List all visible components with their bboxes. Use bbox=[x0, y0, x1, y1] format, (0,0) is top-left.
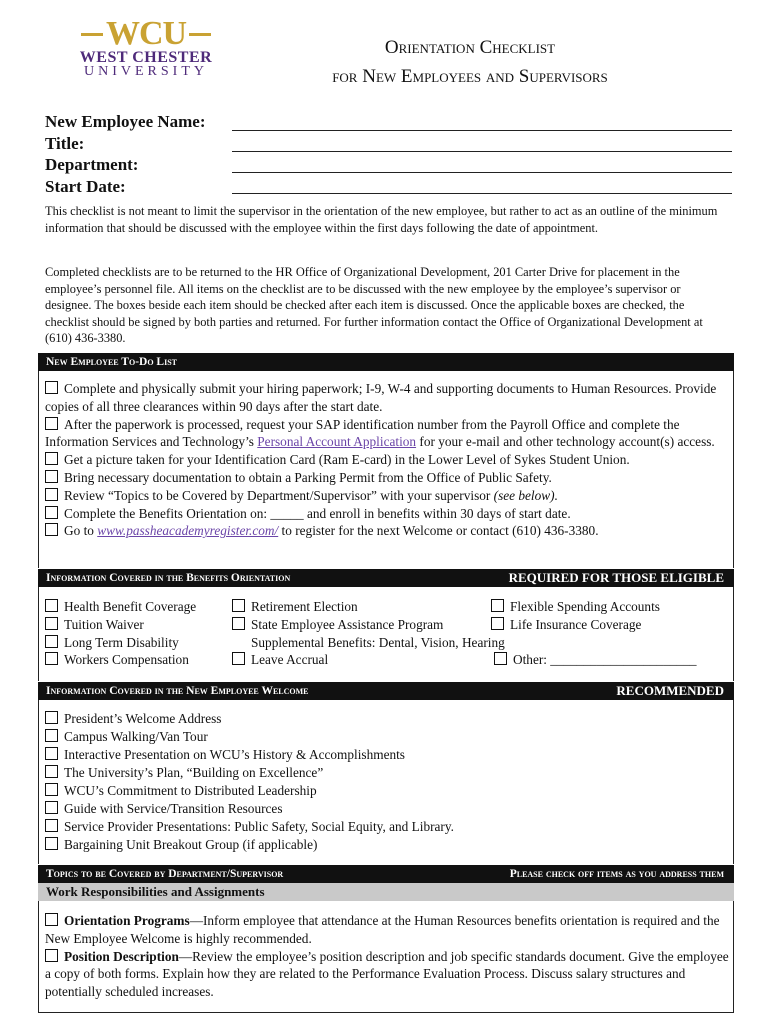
welcome-label: Campus Walking/Van Tour bbox=[64, 729, 208, 744]
welcome-label: Guide with Service/Transition Resources bbox=[64, 801, 283, 816]
field-label-start-date: Start Date: bbox=[45, 176, 126, 196]
benefit-label: Retirement Election bbox=[251, 599, 358, 614]
logo-line-2: UNIVERSITY bbox=[84, 64, 208, 79]
benefits-col-1 bbox=[45, 598, 196, 669]
welcome-label: President’s Welcome Address bbox=[64, 711, 222, 726]
checkbox[interactable] bbox=[45, 801, 58, 814]
checkbox[interactable] bbox=[45, 506, 58, 519]
checkbox[interactable] bbox=[45, 819, 58, 832]
work-responsibilities-subheader: Work Responsibilities and Assignments bbox=[38, 883, 734, 901]
benefits-header-label: Information Covered in the Benefits Orientation bbox=[46, 572, 291, 584]
topics-section-header bbox=[38, 865, 734, 883]
todo-item bbox=[45, 505, 730, 523]
welcome-item bbox=[45, 836, 454, 854]
checkbox[interactable] bbox=[45, 635, 58, 648]
benefit-label: Leave Accrual bbox=[251, 652, 329, 668]
name-input-line[interactable] bbox=[232, 130, 732, 131]
welcome-item bbox=[45, 818, 454, 836]
benefit-item bbox=[45, 598, 196, 616]
benefit-item bbox=[45, 634, 196, 652]
topics-header-label: Topics to be Covered by Department/Supervisor bbox=[46, 868, 284, 880]
checkbox[interactable] bbox=[45, 711, 58, 724]
checkbox[interactable] bbox=[45, 488, 58, 501]
benefit-item bbox=[45, 651, 196, 669]
topic-2-text: —Review the employee’s position description and job specific standards document. Give the employee a copy of both forms. Explain how they are related to the Performance Evaluation Process. Discuss salary structures and potentially scheduled increases. bbox=[45, 948, 729, 1000]
welcome-item bbox=[45, 782, 454, 800]
welcome-item bbox=[45, 764, 454, 782]
topic-item bbox=[45, 912, 730, 948]
checkbox[interactable] bbox=[45, 765, 58, 778]
welcome-header-recommended: RECOMMENDED bbox=[616, 683, 724, 698]
checkbox[interactable] bbox=[232, 599, 245, 612]
welcome-label: Bargaining Unit Breakout Group (if applicable) bbox=[64, 837, 318, 852]
checkbox[interactable] bbox=[45, 949, 58, 962]
welcome-item bbox=[45, 710, 454, 728]
todo-item bbox=[45, 416, 730, 452]
intro-paragraph-2: Completed checklists are to be returned to the HR Office of Organizational Development, 201 Carter Drive for placement in the employee’s personnel file. All items on the checklist are to be discussed with the new employee by the employee’s supervisor or designee. The boxes beside each item should be checked after each item is discussed. Once the applicable boxes are checked, the checklist should be signed by both parties and returned. For further information contact the Office of Organizational Development at (610) 436-3380. bbox=[45, 265, 703, 346]
welcome-item bbox=[45, 746, 454, 764]
checkbox[interactable] bbox=[45, 470, 58, 483]
field-label-name: New Employee Name: bbox=[45, 112, 206, 131]
benefits-other bbox=[494, 651, 697, 669]
welcome-label: Service Provider Presentations: Public Safety, Social Equity, and Library. bbox=[64, 819, 454, 834]
field-label-department: Department: bbox=[45, 155, 139, 174]
todo-list bbox=[45, 380, 730, 540]
topics-header-instruction: Please check off items as you address them bbox=[509, 868, 724, 880]
todo-item-3-text: Get a picture taken for your Identification Card (Ram E-card) in the Lower Level of Sykes Student Union. bbox=[64, 452, 630, 468]
benefit-item bbox=[494, 651, 697, 669]
wcu-logo bbox=[78, 15, 214, 79]
intro-paragraph-1: This checklist is not meant to limit the supervisor in the orientation of the new employee, but rather to act as an outline of the minimum information that should be discussed with the employee within the first days following the date of appointment. bbox=[45, 204, 718, 235]
topic-item bbox=[45, 948, 730, 1001]
employee-fields bbox=[45, 111, 206, 197]
todo-header-label: New Employee To-Do List bbox=[46, 356, 177, 368]
todo-item-7-text-end: to register for the next Welcome or contact (610) 436-3380. bbox=[278, 523, 599, 539]
welcome-item bbox=[45, 800, 454, 818]
checkbox[interactable] bbox=[45, 783, 58, 796]
logo-wcu-text: WCU bbox=[105, 15, 187, 52]
checkbox[interactable] bbox=[45, 381, 58, 394]
checkbox[interactable] bbox=[45, 837, 58, 850]
checkbox[interactable] bbox=[45, 913, 58, 926]
benefit-item bbox=[232, 598, 505, 616]
department-input-line[interactable] bbox=[232, 172, 732, 173]
welcome-header-label: Information Covered in the New Employee Welcome bbox=[46, 685, 309, 697]
welcome-section-header bbox=[38, 682, 734, 700]
checkbox[interactable] bbox=[45, 417, 58, 430]
todo-item bbox=[45, 451, 730, 469]
topic-1-title: Orientation Programs bbox=[64, 913, 190, 928]
checkbox[interactable] bbox=[45, 599, 58, 612]
checkbox[interactable] bbox=[491, 599, 504, 612]
benefits-header-required: REQUIRED FOR THOSE ELIGIBLE bbox=[508, 570, 724, 585]
benefit-item bbox=[491, 598, 660, 616]
topics-list bbox=[45, 912, 730, 1001]
welcome-label: WCU’s Commitment to Distributed Leadership bbox=[64, 783, 317, 798]
benefit-item bbox=[491, 616, 660, 634]
field-label-title: Title: bbox=[45, 133, 85, 153]
todo-item bbox=[45, 469, 730, 487]
checkbox[interactable] bbox=[45, 747, 58, 760]
checkbox[interactable] bbox=[45, 617, 58, 630]
welcome-item bbox=[45, 728, 454, 746]
topic-1-text: —Inform employee that attendance at the Human Resources benefits orientation is required and the New Employee Welcome is highly recommended. bbox=[45, 913, 720, 946]
passhe-register-link[interactable]: www.passheacademyregister.com/ bbox=[97, 523, 279, 539]
checkbox[interactable] bbox=[232, 652, 245, 665]
title-line-1: Orientation Checklist bbox=[384, 37, 556, 58]
checkbox[interactable] bbox=[494, 652, 507, 665]
checkbox[interactable] bbox=[491, 617, 504, 630]
benefit-label: Health Benefit Coverage bbox=[64, 599, 197, 614]
benefit-label: Flexible Spending Accounts bbox=[510, 599, 660, 614]
benefit-item bbox=[45, 616, 196, 634]
todo-item bbox=[45, 522, 730, 540]
benefit-label: Supplemental Benefits: Dental, Vision, Hearing bbox=[251, 634, 505, 650]
start-date-input-line[interactable] bbox=[232, 193, 732, 194]
benefit-item bbox=[232, 616, 505, 634]
logo-line-1: WEST CHESTER bbox=[79, 49, 213, 66]
welcome-label: The University’s Plan, “Building on Excellence” bbox=[64, 765, 324, 780]
title-input-line[interactable] bbox=[232, 151, 732, 152]
checkbox[interactable] bbox=[45, 652, 58, 665]
todo-item-1-text: Complete and physically submit your hiring paperwork; I-9, W-4 and supporting documents to Human Resources. Provide copies of all three clearances within 90 days after the start date. bbox=[45, 381, 717, 414]
todo-section-header bbox=[38, 353, 734, 371]
checkbox[interactable] bbox=[232, 617, 245, 630]
benefits-section-header bbox=[38, 569, 734, 587]
benefit-label: Tuition Waiver bbox=[64, 616, 144, 632]
personal-account-application-link[interactable]: Personal Account Application bbox=[257, 434, 417, 450]
todo-item-2-text: After the paperwork is processed, request your SAP identification number from the Payroll Office and complete the Information Services and Technology’s bbox=[45, 416, 680, 450]
todo-item-2-text-end: for your e-mail and other technology account(s) access. bbox=[416, 434, 715, 450]
benefit-label: Long Term Disability bbox=[64, 634, 179, 650]
todo-item-4-text: Bring necessary documentation to obtain a Parking Permit from the Office of Public Safety. bbox=[64, 469, 552, 485]
todo-item-5-emphasis: (see below). bbox=[493, 487, 558, 503]
benefits-col-3 bbox=[491, 598, 660, 634]
checkbox[interactable] bbox=[45, 729, 58, 742]
checkbox[interactable] bbox=[45, 452, 58, 465]
other-label: Other: ______________________ bbox=[513, 652, 697, 667]
checkbox[interactable] bbox=[45, 523, 58, 536]
document-title bbox=[260, 33, 680, 91]
topic-2-title: Position Description bbox=[64, 948, 179, 964]
todo-item-7-text: Go to bbox=[64, 523, 98, 539]
todo-item bbox=[45, 380, 730, 416]
benefit-item bbox=[232, 651, 505, 669]
todo-item-5-text: Review “Topics to be Covered by Department/Supervisor” with your supervisor bbox=[64, 487, 494, 503]
benefit-label: State Employee Assistance Program bbox=[251, 616, 444, 632]
welcome-label: Interactive Presentation on WCU’s History & Accomplishments bbox=[64, 747, 405, 762]
title-line-2: for New Employees and Supervisors bbox=[332, 66, 608, 87]
todo-item-6-text: Complete the Benefits Orientation on: _____ and enroll in benefits within 30 days of start date. bbox=[64, 505, 571, 521]
todo-item bbox=[45, 487, 730, 505]
welcome-list bbox=[45, 710, 454, 854]
benefit-item bbox=[232, 634, 505, 652]
benefit-label: Life Insurance Coverage bbox=[510, 616, 642, 632]
benefits-col-2 bbox=[232, 598, 505, 669]
benefit-label: Workers Compensation bbox=[64, 652, 189, 668]
